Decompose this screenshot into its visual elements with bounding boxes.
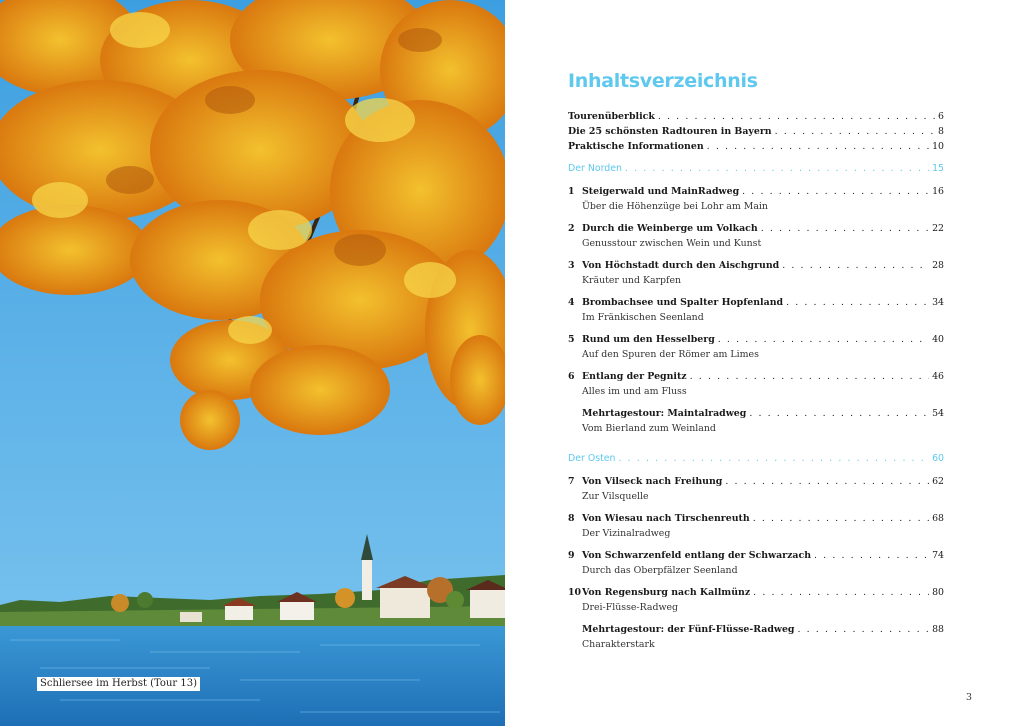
tour-label: Von Regensburg nach Kallmünz (582, 587, 751, 598)
leader-dots (782, 260, 929, 272)
page-number: 3 (966, 692, 972, 703)
tour-subtitle: Alles im und am Fluss (582, 386, 687, 397)
tour-label: Mehrtagestour: Maintalradweg (582, 408, 747, 419)
leader-dots (707, 141, 929, 153)
leader-dots (725, 476, 929, 488)
leader-dots (742, 186, 929, 198)
toc-tour[interactable] (568, 550, 944, 562)
toc-tour[interactable] (568, 334, 944, 346)
tour-page: 74 (932, 550, 944, 561)
tour-number: 6 (568, 371, 575, 382)
tour-label: Entlang der Pegnitz (582, 371, 687, 382)
toc-tour[interactable] (568, 260, 944, 272)
toc-tour[interactable] (568, 297, 944, 309)
leader-dots (797, 624, 929, 636)
tour-page: 80 (932, 587, 944, 598)
tour-subtitle: Durch das Oberpfälzer Seenland (582, 565, 738, 576)
leader-dots (753, 587, 929, 599)
leader-dots (786, 297, 929, 309)
tour-subtitle: Genusstour zwischen Wein und Kunst (582, 238, 762, 249)
tour-subtitle: Über die Höhenzüge bei Lohr am Main (582, 201, 768, 212)
tour-number: 2 (568, 223, 575, 234)
tour-label: Steigerwald und MainRadweg (582, 186, 740, 197)
tour-page: 68 (932, 513, 944, 524)
toc-entry-page: 10 (932, 141, 944, 152)
toc-section-label: Der Norden (568, 163, 622, 174)
toc-entry-label: Tourenüberblick (568, 111, 655, 122)
toc-entry-page: 8 (938, 126, 944, 137)
tour-label: Von Schwarzenfeld entlang der Schwarzach (582, 550, 812, 561)
tour-number: 4 (568, 297, 575, 308)
photo-lake-autumn (0, 0, 505, 726)
toc-tour[interactable] (568, 476, 944, 488)
toc-entry[interactable] (568, 141, 944, 153)
toc-section-label: Der Osten (568, 453, 616, 464)
tour-page: 22 (932, 223, 944, 234)
leader-dots (618, 453, 929, 465)
leader-dots (749, 408, 929, 420)
tour-subtitle: Charakterstark (582, 639, 655, 650)
leader-dots (753, 513, 929, 525)
tour-label: Von Höchstadt durch den Aischgrund (582, 260, 780, 271)
toc-tour-multiday[interactable] (568, 624, 944, 636)
tour-number: 3 (568, 260, 575, 271)
tour-page: 40 (932, 334, 944, 345)
tour-number: 5 (568, 334, 575, 345)
tour-label: Von Wiesau nach Tirschenreuth (582, 513, 750, 524)
tour-number: 10 (568, 587, 582, 598)
photo-caption: Schliersee im Herbst (Tour 13) (37, 677, 200, 691)
toc-entry-page: 6 (938, 111, 944, 122)
cover-photo (0, 0, 505, 726)
tour-page: 34 (932, 297, 944, 308)
toc-tour[interactable] (568, 513, 944, 525)
tour-subtitle: Zur Vilsquelle (582, 491, 649, 502)
leader-dots (718, 334, 929, 346)
leader-dots (814, 550, 929, 562)
tour-number: 7 (568, 476, 575, 487)
toc-tour[interactable] (568, 186, 944, 198)
tour-label: Durch die Weinberge um Volkach (582, 223, 758, 234)
tour-subtitle: Drei-Flüsse-Radweg (582, 602, 679, 613)
toc-section-norden[interactable] (568, 163, 944, 175)
toc-entry[interactable] (568, 111, 944, 123)
leader-dots (761, 223, 929, 235)
toc-section-page: 60 (932, 453, 944, 464)
toc-tour[interactable] (568, 587, 944, 599)
tour-subtitle: Vom Bierland zum Weinland (582, 423, 716, 434)
tour-page: 88 (932, 624, 944, 635)
tour-page: 54 (932, 408, 944, 419)
toc-tour-multiday[interactable] (568, 408, 944, 420)
tour-subtitle: Der Vizinalradweg (582, 528, 671, 539)
tour-subtitle: Im Fränkischen Seenland (582, 312, 704, 323)
tour-label: Brombachsee und Spalter Hopfenland (582, 297, 784, 308)
toc-entry-label: Die 25 schönsten Radtouren in Bayern (568, 126, 772, 137)
tour-number: 8 (568, 513, 575, 524)
toc-section-osten[interactable] (568, 453, 944, 465)
toc-page (505, 0, 1020, 726)
tour-page: 16 (932, 186, 944, 197)
toc-title: Inhaltsverzeichnis (568, 70, 758, 92)
tour-number: 9 (568, 550, 575, 561)
tour-page: 28 (932, 260, 944, 271)
leader-dots (690, 371, 929, 383)
toc-entry-label: Praktische Informationen (568, 141, 704, 152)
tour-subtitle: Kräuter und Karpfen (582, 275, 682, 286)
toc-tour[interactable] (568, 223, 944, 235)
leader-dots (775, 126, 935, 138)
tour-label: Mehrtagestour: der Fünf-Flüsse-Radweg (582, 624, 795, 635)
tour-label: Rund um den Hesselberg (582, 334, 715, 345)
tour-number: 1 (568, 186, 575, 197)
tour-label: Von Vilseck nach Freihung (582, 476, 723, 487)
tour-page: 62 (932, 476, 944, 487)
leader-dots (625, 163, 929, 175)
toc-tour[interactable] (568, 371, 944, 383)
toc-entry[interactable] (568, 126, 944, 138)
tour-page: 46 (932, 371, 944, 382)
tour-subtitle: Auf den Spuren der Römer am Limes (582, 349, 759, 360)
toc-section-page: 15 (932, 163, 944, 174)
leader-dots (658, 111, 935, 123)
